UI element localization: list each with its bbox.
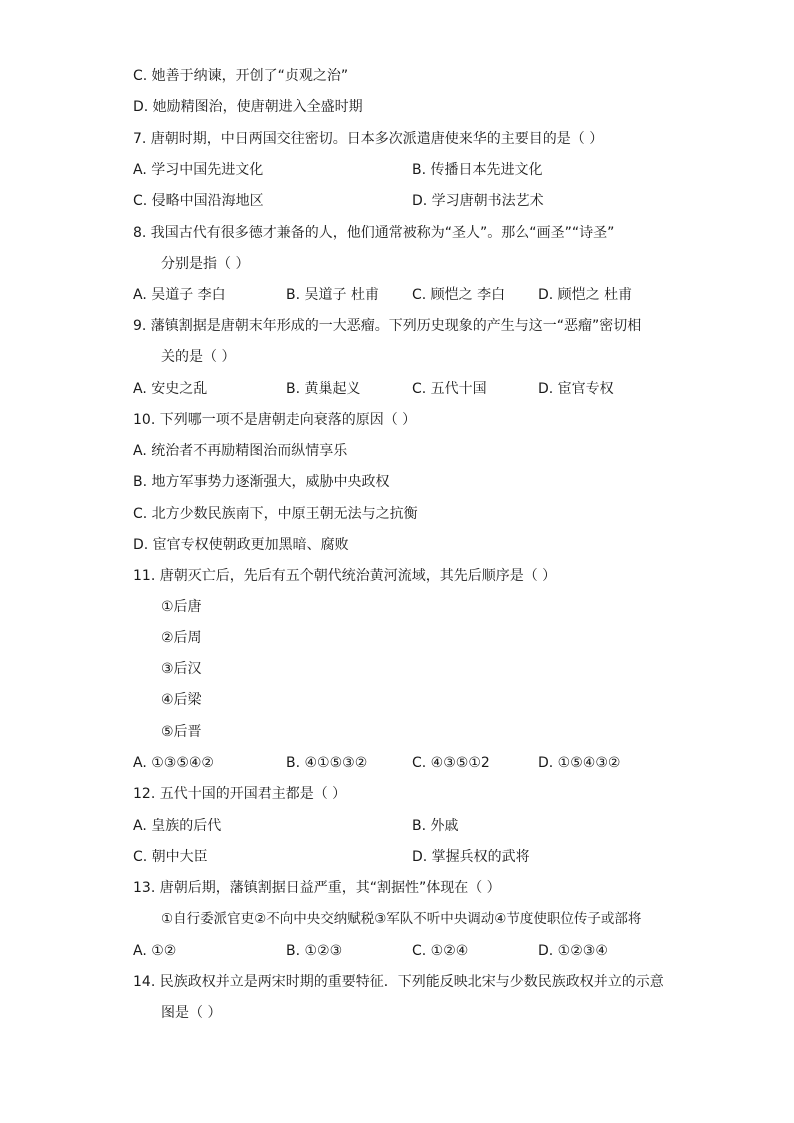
q13-option-d: D. ①②③④ — [538, 943, 608, 959]
question-10: 10. 下列哪一项不是唐朝走向衰落的原因（ ） — [133, 412, 417, 428]
q8-option-c: C. 顾恺之 李白 — [412, 287, 506, 303]
q13-option-a: A. ①② — [133, 943, 177, 959]
q12-option-c: C. 朝中大臣 — [133, 849, 208, 865]
question-9-cont: 关的是（ ） — [161, 349, 236, 365]
q7-option-d: D. 学习唐朝书法艺术 — [412, 193, 544, 209]
q7-option-a: A. 学习中国先进文化 — [133, 162, 264, 178]
q12-option-d: D. 掌握兵权的武将 — [412, 849, 530, 865]
q11-option-a: A. ①③⑤④② — [133, 755, 214, 771]
q13-option-b: B. ①②③ — [286, 943, 343, 959]
q11-option-c: C. ④③⑤①2 — [412, 755, 490, 771]
q9-option-d: D. 宦官专权 — [538, 381, 614, 397]
q11-item-4: ④后梁 — [161, 692, 202, 708]
q10-option-c: C. 北方少数民族南下，中原王朝无法与之抗衡 — [133, 506, 418, 522]
q8-option-a: A. 吴道子 李白 — [133, 287, 226, 303]
question-8-cont: 分别是指（ ） — [161, 256, 250, 272]
q11-item-2: ②后周 — [161, 630, 202, 646]
q10-option-b: B. 地方军事势力逐渐强大，威胁中央政权 — [133, 474, 390, 490]
q6-option-c: C. 她善于纳谏，开创了“贞观之治” — [133, 68, 349, 84]
q12-option-a: A. 皇族的后代 — [133, 818, 222, 834]
question-8: 8. 我国古代有很多德才兼备的人，他们通常被称为“圣人”。那么“画圣”“诗圣” — [133, 225, 615, 241]
q11-option-d: D. ①⑤④③② — [538, 755, 621, 771]
q9-option-b: B. 黄巢起义 — [286, 381, 361, 397]
q10-option-a: A. 统治者不再励精图治而纵情享乐 — [133, 443, 348, 459]
q8-option-b: B. 吴道子 杜甫 — [286, 287, 379, 303]
q8-option-d: D. 顾恺之 杜甫 — [538, 287, 633, 303]
q9-option-c: C. 五代十国 — [412, 381, 487, 397]
q12-option-b: B. 外戚 — [412, 818, 459, 834]
q13-statements: ①自行委派官吏②不向中央交纳赋税③军队不听中央调动④节度使职位传子或部将 — [161, 911, 642, 927]
question-13: 13. 唐朝后期，藩镇割据日益严重，其“割据性”体现在（ ） — [133, 880, 501, 896]
q11-item-3: ③后汉 — [161, 661, 202, 677]
q7-option-c: C. 侵略中国沿海地区 — [133, 193, 264, 209]
question-14-cont: 图是（ ） — [161, 1005, 222, 1021]
q7-option-b: B. 传播日本先进文化 — [412, 162, 543, 178]
question-7: 7. 唐朝时期，中日两国交往密切。日本多次派遣唐使来华的主要目的是（ ） — [133, 131, 604, 147]
question-11: 11. 唐朝灭亡后，先后有五个朝代统治黄河流域，其先后顺序是（ ） — [133, 568, 557, 584]
q11-item-1: ①后唐 — [161, 599, 202, 615]
q13-option-c: C. ①②④ — [412, 943, 469, 959]
q10-option-d: D. 宦官专权使朝政更加黑暗、腐败 — [133, 537, 349, 553]
q9-option-a: A. 安史之乱 — [133, 381, 208, 397]
q11-option-b: B. ④①⑤③② — [286, 755, 368, 771]
question-12: 12. 五代十国的开国君主都是（ ） — [133, 786, 347, 802]
q11-item-5: ⑤后晋 — [161, 724, 202, 740]
q6-option-d: D. 她励精图治，使唐朝进入全盛时期 — [133, 99, 363, 115]
question-14: 14. 民族政权并立是两宋时期的重要特征．下列能反映北宋与少数民族政权并立的示意 — [133, 974, 664, 990]
question-9: 9. 藩镇割据是唐朝末年形成的一大恶瘤。下列历史现象的产生与这一“恶瘤”密切相 — [133, 318, 642, 334]
